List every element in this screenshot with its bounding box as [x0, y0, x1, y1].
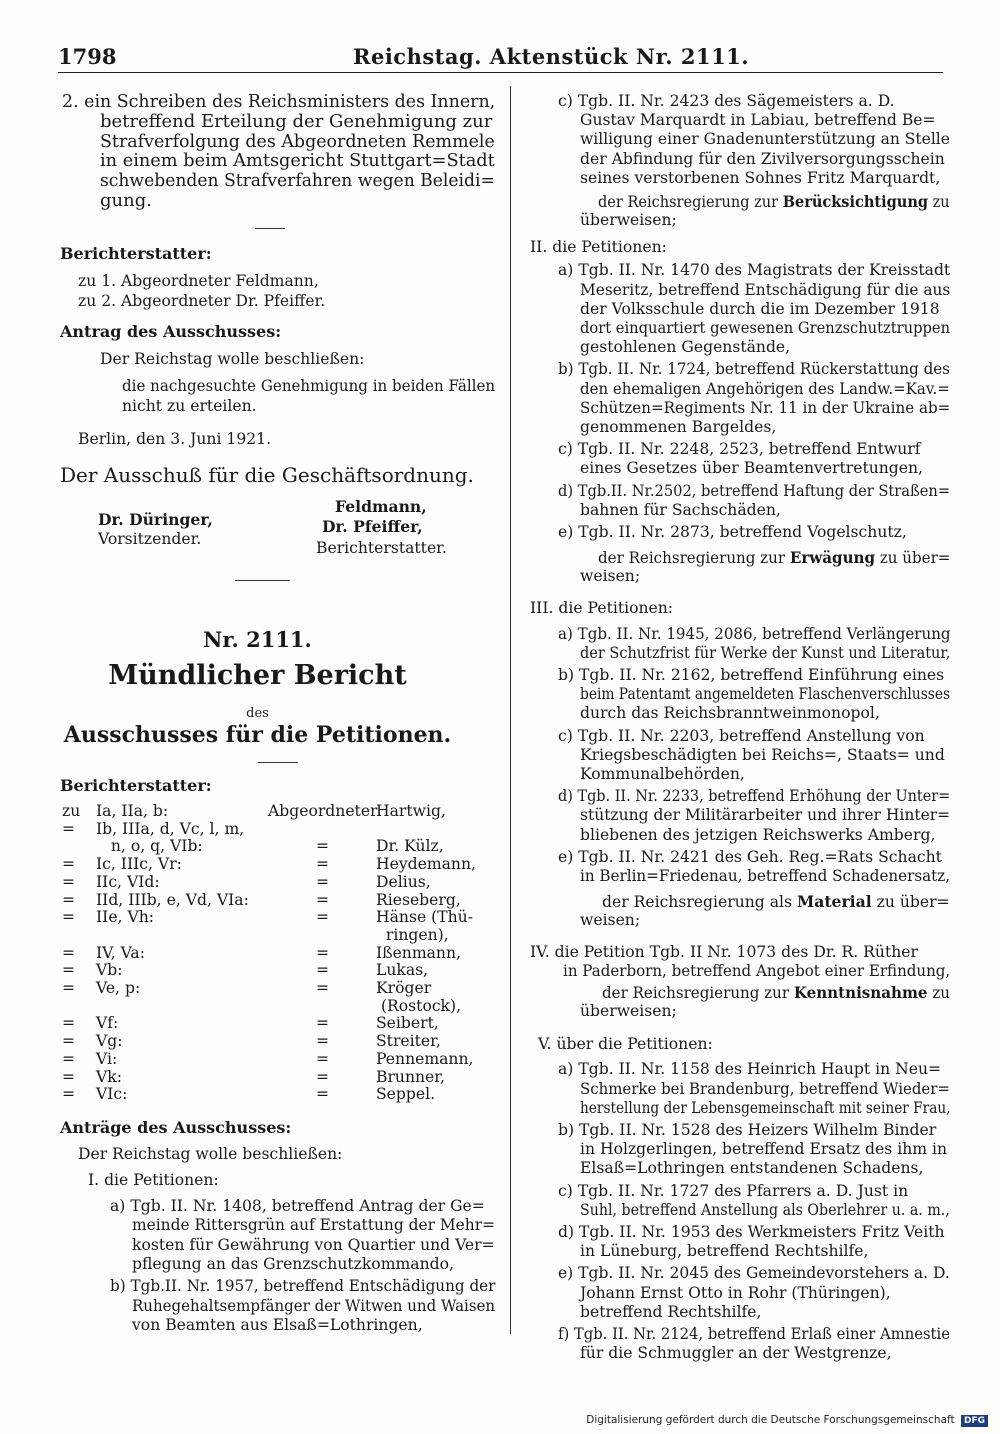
petition-line: stützung der Militärarbeiter und ihrer Hinter=: [580, 806, 951, 825]
petition-line: in Lüneburg, betreffend Rechtshilfe,: [580, 1242, 869, 1261]
petition-line: pflegung an das Grenzschutzkommando,: [132, 1254, 454, 1273]
table-cell-ref: IIe, Vh:: [96, 908, 155, 927]
petition-line: in Berlin=Friedenau, betreffend Schadenersatz,: [580, 867, 951, 885]
petition-line: eines Gesetzes über Beamtenvertretungen,: [580, 459, 924, 478]
petition-line: Kommunalbehörden,: [580, 765, 745, 783]
petition-line: durch das Reichsbranntweinmonopol,: [580, 704, 880, 723]
motion-text: nicht zu erteilen.: [122, 397, 257, 415]
table-cell-ref: IIc, VId:: [96, 872, 160, 891]
petition-line: in Paderborn, betreffend Angebot einer Erfindung,: [563, 961, 951, 980]
table-cell-name: ringen),: [376, 925, 449, 944]
item2-line: schwebenden Strafverfahren wegen Beleidi=: [100, 170, 495, 192]
table-cell-name: Rieseberg,: [376, 890, 461, 909]
short-rule: [258, 762, 298, 763]
petition-line: d) Tgb.II. Nr.2502, betreffend Haftung der Straßen=: [558, 481, 951, 500]
table-cell-name: Hartwig,: [376, 802, 446, 820]
petition-line: bliebenen des jetzigen Reichswerks Amberg,: [580, 825, 936, 844]
petition-line: a) Tgb. II. Nr. 1408, betreffend Antrag der Ge=: [110, 1197, 485, 1215]
table-cell-title: =: [316, 872, 330, 891]
decision-line: weisen;: [580, 911, 641, 930]
table-cell-marker: =: [62, 872, 76, 891]
petition-line: c) Tgb. II. Nr. 1727 des Pfarrers a. D. Just in: [558, 1181, 909, 1200]
item2-line: betreffend Erteilung der Genehmigung zur: [100, 110, 493, 132]
petition-line: b) Tgb. II. Nr. 1528 des Heizers Wilhelm Binder: [558, 1121, 937, 1139]
decision-line: der Reichsregierung zur Kenntnisnahme zu: [602, 983, 950, 1002]
table-cell-marker: =: [62, 979, 76, 997]
rapporteur-name: Feldmann,: [335, 497, 427, 516]
table-cell-ref: Ia, IIa, b:: [96, 802, 169, 820]
petition-line: IV. die Petition Tgb. II Nr. 1073 des Dr. R. Rüther: [530, 942, 918, 961]
motions-intro: Der Reichstag wolle beschließen:: [78, 1145, 343, 1163]
petition-line: gestohlenen Gegenstände,: [580, 338, 791, 357]
decision-keyword: Berücksichtigung: [782, 192, 929, 211]
petition-line: herstellung der Lebensgemeinschaft mit seiner Frau,: [580, 1098, 951, 1117]
petition-line: b) Tgb. II. Nr. 1724, betreffend Rückerstattung des: [558, 360, 950, 379]
table-cell-name: Kröger: [376, 979, 432, 997]
rapporteur-name: Dr. Pfeiffer,: [322, 517, 423, 536]
table-cell-marker: zu: [62, 802, 81, 820]
table-cell-ref: Vf:: [96, 1014, 119, 1033]
petition-line: Meseritz, betreffend Entschädigung für die aus: [580, 280, 951, 299]
petition-line: betreffend Rechtshilfe,: [580, 1302, 762, 1321]
section-heading: I. die Petitionen:: [88, 1171, 219, 1189]
table-cell-ref: Vi:: [96, 1049, 118, 1068]
short-rule: [255, 228, 285, 229]
table-cell-title: =: [316, 961, 330, 980]
table-cell-title: =: [316, 1049, 330, 1068]
document-committee: Ausschusses für die Petitionen.: [63, 722, 452, 748]
petition-line: dort einquartiert gewesenen Grenzschutztruppen: [580, 319, 951, 337]
item2-line: 2. ein Schreiben des Reichsministers des Innern,: [62, 91, 496, 112]
table-cell-title: =: [316, 1067, 330, 1086]
table-cell-marker: =: [62, 943, 76, 962]
table-cell-name: Streiter,: [376, 1032, 441, 1051]
petition-line: willigung einer Gnadenunterstützung an Stelle: [580, 130, 950, 149]
table-cell-name: Pennemann,: [376, 1049, 474, 1068]
petition-line: der Volksschule durch die im Dezember 1918: [580, 299, 940, 318]
table-cell-marker: =: [62, 819, 76, 838]
petition-line: der Abfindung für den Zivilversorgungsschein: [580, 149, 945, 168]
table-cell-name: Lukas,: [376, 961, 429, 980]
petition-line: der Schutzfrist für Werke der Kunst und Literatur,: [580, 643, 951, 662]
dfg-logo: DFG: [961, 1415, 988, 1427]
date-line: Berlin, den 3. Juni 1921.: [78, 430, 272, 448]
section-heading: III. die Petitionen:: [530, 598, 674, 617]
petition-line: a) Tgb. II. Nr. 1945, 2086, betreffend Verlängerung: [558, 624, 951, 643]
section-heading: II. die Petitionen:: [530, 238, 667, 257]
petition-line: Kriegsbeschädigten bei Reichs=, Staats= und: [580, 745, 945, 764]
table-cell-ref: IId, IIIb, e, Vd, VIa:: [96, 890, 249, 909]
table-cell-title: =: [316, 1032, 330, 1051]
motion-heading: Antrag des Ausschusses:: [60, 322, 282, 341]
document-des: des: [246, 706, 269, 721]
table-cell-title: =: [316, 837, 330, 856]
item2-line: in einem beim Amtsgericht Stuttgart=Stadt: [100, 150, 495, 172]
decision-line: überweisen;: [580, 1002, 677, 1021]
section-rule: [235, 580, 290, 581]
decision-keyword: Material: [796, 892, 872, 912]
motion-text: die nachgesuchte Genehmigung in beiden Fällen: [122, 377, 496, 395]
item2-line: Strafverfolgung des Abgeordneten Remmele: [100, 130, 495, 152]
table-cell-title: =: [316, 908, 330, 927]
table-cell-name: Delius,: [376, 872, 431, 891]
chair-role: Vorsitzender.: [98, 530, 202, 548]
reporters-heading: Berichterstatter:: [60, 244, 212, 263]
decision-line: überweisen;: [580, 211, 677, 230]
motion-intro: Der Reichstag wolle beschließen:: [100, 350, 365, 368]
table-cell-name: Brunner,: [376, 1067, 445, 1086]
decision-line: weisen;: [580, 567, 641, 586]
table-cell-ref: Ib, IIIa, d, Vc, l, m,: [96, 819, 245, 838]
table-cell-ref: IV, Va:: [96, 943, 145, 962]
page-number: 1798: [58, 44, 117, 69]
document-title: Mündlicher Bericht: [108, 660, 407, 691]
table-cell-title: =: [316, 855, 330, 874]
petition-line: e) Tgb. II. Nr. 2045 des Gemeindevorstehers a. D.: [558, 1264, 950, 1283]
table-cell-ref: Vg:: [96, 1032, 123, 1051]
decision-keyword: Kenntnisnahme: [793, 983, 928, 1002]
petition-line: a) Tgb. II. Nr. 1158 des Heinrich Haupt in Neu=: [558, 1060, 942, 1079]
rapporteur-role: Berichterstatter.: [316, 539, 447, 557]
petition-line: d) Tgb. II. Nr. 1953 des Werkmeisters Fritz Veith: [558, 1223, 945, 1241]
table-cell-title: =: [316, 1085, 330, 1104]
header-rule: [58, 72, 943, 73]
petition-line: c) Tgb. II. Nr. 2423 des Sägemeisters a. D.: [558, 92, 895, 110]
petition-line: für die Schmuggler an der Westgrenze,: [580, 1344, 892, 1363]
chair-name: Dr. Düringer,: [98, 510, 213, 529]
petition-line: f) Tgb. II. Nr. 2124, betreffend Erlaß einer Amnestie: [558, 1325, 950, 1343]
table-cell-title: =: [316, 890, 330, 909]
decision-keyword: Erwägung: [789, 548, 876, 568]
petition-line: den ehemaligen Angehörigen des Landw.=Kav.=: [580, 379, 950, 398]
petition-line: e) Tgb. II. Nr. 2873, betreffend Vogelschutz,: [558, 523, 907, 541]
table-cell-ref: Ic, IIIc, Vr:: [96, 855, 182, 874]
table-cell-ref: Vk:: [96, 1067, 122, 1086]
page-header: [58, 42, 943, 76]
petition-line: Johann Ernst Otto in Rohr (Thüringen),: [580, 1283, 891, 1302]
footer-text: Digitalisierung gefördert durch die Deutsche Forschungsgemeinschaft: [586, 1414, 955, 1426]
table-cell-marker: =: [62, 1049, 76, 1068]
table-cell-name: Seppel.: [376, 1085, 436, 1104]
petition-line: Suhl, betreffend Anstellung als Oberlehrer u. a. m.,: [580, 1200, 950, 1219]
table-cell-title: Abgeordneter: [268, 802, 378, 820]
running-title: Reichstag. Aktenstück Nr. 2111.: [353, 44, 750, 69]
petition-line: kosten für Gewährung von Quartier und Ver=: [132, 1235, 495, 1254]
table-cell-marker: =: [62, 908, 76, 927]
petition-line: c) Tgb. II. Nr. 2203, betreffend Anstellung von: [558, 726, 925, 745]
petition-line: Schmerke bei Brandenburg, betreffend Wieder=: [580, 1079, 950, 1098]
petition-line: bahnen für Sachschäden,: [580, 500, 781, 519]
footer: [586, 1414, 988, 1427]
table-cell-name: Seibert,: [376, 1014, 439, 1033]
item2-line: gung.: [100, 190, 152, 211]
section-heading: V. über die Petitionen:: [538, 1035, 713, 1054]
table-cell-title: =: [316, 1014, 330, 1033]
table-cell-ref: VIc:: [96, 1085, 128, 1104]
table-cell-name: Ißenmann,: [376, 943, 461, 962]
table-cell-marker: =: [62, 890, 76, 909]
petition-line: seines verstorbenen Sohnes Fritz Marquardt,: [580, 168, 941, 187]
petition-line: d) Tgb. II. Nr. 2233, betreffend Erhöhung der Unter=: [558, 787, 951, 806]
committee-name: Der Ausschuß für die Geschäftsordnung.: [60, 463, 474, 487]
petition-line: a) Tgb. II. Nr. 1470 des Magistrats der Kreisstadt: [558, 261, 951, 280]
petition-line: Gustav Marquardt in Labiau, betreffend Be=: [580, 111, 936, 130]
petition-line: e) Tgb. II. Nr. 2421 des Geh. Reg.=Rats Schacht: [558, 847, 942, 866]
table-cell-title: =: [316, 943, 330, 962]
column-divider: [510, 86, 511, 1334]
decision-line: der Reichsregierung zur Erwägung zu über=: [598, 548, 951, 568]
table-cell-ref: n, o, q, VIb:: [96, 837, 203, 856]
table-cell-marker: =: [62, 1067, 76, 1086]
petition-line: von Beamten aus Elsaß=Lothringen,: [132, 1315, 423, 1334]
decision-line: der Reichsregierung zur Berücksichtigung zu: [598, 192, 950, 211]
document-number: Nr. 2111.: [203, 627, 312, 652]
petition-line: c) Tgb. II. Nr. 2248, 2523, betreffend Entwurf: [558, 440, 921, 459]
petition-line: genommenen Bargeldes,: [580, 418, 777, 436]
motions-heading: Anträge des Ausschusses:: [60, 1118, 292, 1137]
petition-line: Ruhegehaltsempfänger der Witwen und Waisen: [132, 1296, 496, 1315]
petition-line: Schützen=Regiments Nr. 11 in der Ukraine ab=: [580, 398, 951, 417]
table-cell-marker: =: [62, 1085, 76, 1104]
decision-line: der Reichsregierung als Material zu über=: [602, 892, 950, 912]
petition-line: Elsaß=Lothringen entstandenen Schadens,: [580, 1159, 924, 1178]
table-cell-ref: Vb:: [96, 961, 123, 980]
petition-line: in Holzgerlingen, betreffend Ersatz des ihm in: [580, 1140, 948, 1159]
reporter-line: zu 1. Abgeordneter Feldmann,: [78, 272, 319, 290]
reporters-heading: Berichterstatter:: [60, 776, 212, 795]
petition-line: beim Patentamt angemeldeten Flaschenverschlusses: [580, 685, 951, 704]
table-cell-marker: =: [62, 1014, 76, 1033]
petition-line: meinde Rittersgrün auf Erstattung der Mehr=: [132, 1216, 496, 1235]
table-cell-marker: =: [62, 961, 76, 980]
table-cell-title: =: [316, 979, 330, 997]
table-cell-name: Hänse (Thü-: [376, 908, 473, 927]
petition-line: b) Tgb.II. Nr. 1957, betreffend Entschädigung der: [110, 1277, 496, 1296]
table-cell-name: Dr. Külz,: [376, 837, 444, 856]
table-cell-marker: =: [62, 855, 76, 874]
table-cell-name: (Rostock),: [376, 996, 462, 1015]
petition-line: b) Tgb. II. Nr. 2162, betreffend Einführung eines: [558, 666, 945, 684]
reporter-line: zu 2. Abgeordneter Dr. Pfeiffer.: [78, 292, 326, 310]
table-cell-ref: Ve, p:: [96, 979, 141, 997]
table-cell-marker: =: [62, 1032, 76, 1051]
table-cell-name: Heydemann,: [376, 855, 476, 874]
